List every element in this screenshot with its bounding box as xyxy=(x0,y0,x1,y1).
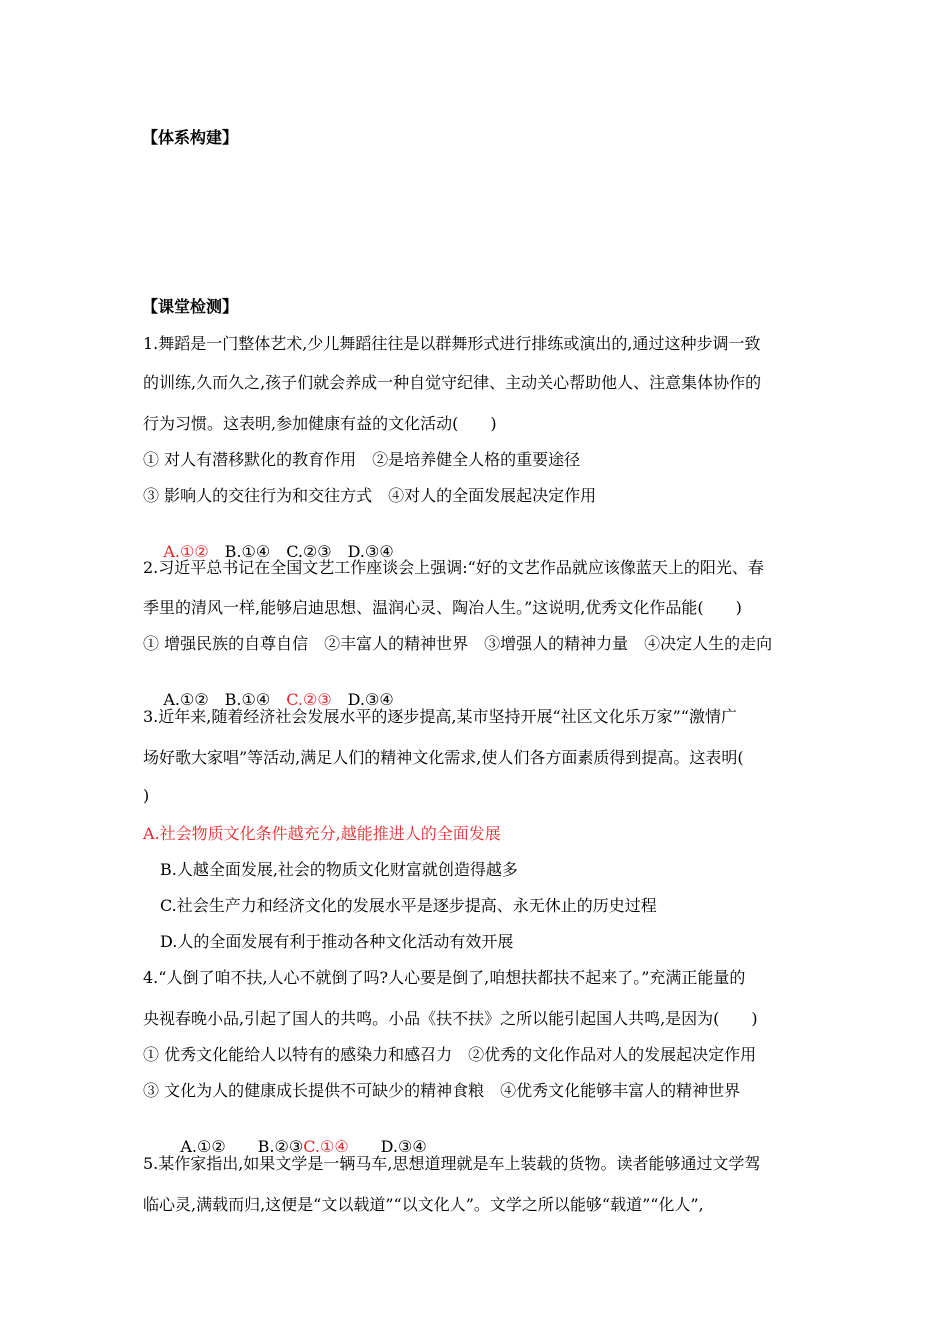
q1-line-3: 行为习惯。这表明,参加健康有益的文化活动( ) xyxy=(143,414,497,433)
q3-option-a-correct: A.社会物质文化条件越充分,越能推进人的全面发展 xyxy=(143,824,501,843)
q1-answer-line xyxy=(143,522,394,561)
q1-option-line-1: ① 对人有潜移默化的教育作用 ②是培养健全人格的重要途径 xyxy=(143,450,581,469)
section-title-check: 【课堂检测】 xyxy=(142,297,239,316)
q2-answers-ab: A.①② B.①④ xyxy=(163,690,287,709)
section-title-system: 【体系构建】 xyxy=(142,128,239,147)
q3-option-b: B.人越全面发展,社会的物质文化财富就创造得越多 xyxy=(160,860,518,879)
q4-option-line-1: ① 优秀文化能给人以特有的感染力和感召力 ②优秀的文化作品对人的发展起决定作用 xyxy=(143,1045,757,1064)
q1-correct-answer: A.①② xyxy=(163,542,209,561)
q1-line-2: 的训练,久而久之,孩子们就会养成一种自觉守纪律、主动关心帮助他人、注意集体协作的 xyxy=(143,373,762,392)
q4-answer-line xyxy=(160,1117,427,1156)
q2-answer-d: D.③④ xyxy=(331,690,394,709)
q1-line-1: 1.舞蹈是一门整体艺术,少儿舞蹈往往是以群舞形式进行排练或演出的,通过这种步调一致 xyxy=(143,334,761,353)
q4-answer-d: D.③④ xyxy=(348,1137,427,1156)
q4-option-line-2: ③ 文化为人的健康成长提供不可缺少的精神食粮 ④优秀文化能够丰富人的精神世界 xyxy=(143,1081,741,1100)
q3-line-3: ) xyxy=(143,786,150,805)
q2-line-1: 2.习近平总书记在全国文艺工作座谈会上强调:“好的文艺作品就应该像蓝天上的阳光、春 xyxy=(143,558,764,577)
q1-option-line-2: ③ 影响人的交往行为和交往方式 ④对人的全面发展起决定作用 xyxy=(143,486,597,505)
q4-line-1: 4.“人倒了咱不扶,人心不就倒了吗?人心要是倒了,咱想扶都扶不起来了。”充满正能量的 xyxy=(143,968,746,987)
q5-line-1: 5.某作家指出,如果文学是一辆马车,思想道理就是车上装载的货物。读者能够通过文学驾 xyxy=(143,1154,761,1173)
q2-line-2: 季里的清风一样,能够启迪思想、温润心灵、陶冶人生。”这说明,优秀文化作品能( ) xyxy=(143,598,742,617)
q2-correct-answer: C.②③ xyxy=(286,690,332,709)
q3-line-2: 场好歌大家唱”等活动,满足人们的精神文化需求,使人们各方面素质得到提高。这表明( xyxy=(143,748,744,767)
q4-correct-answer: C.①④ xyxy=(303,1137,349,1156)
q3-option-d: D.人的全面发展有利于推动各种文化活动有效开展 xyxy=(160,932,514,951)
q2-answer-line xyxy=(143,670,394,709)
q3-line-1: 3.近年来,随着经济社会发展水平的逐步提高,某市坚持开展“社区文化乐万家”“激情广 xyxy=(143,707,737,726)
q4-line-2: 央视春晚小品,引起了国人的共鸣。小品《扶不扶》之所以能引起国人共鸣,是因为( ) xyxy=(143,1009,758,1028)
q5-line-2: 临心灵,满载而归,这便是“文以载道”“以文化人”。文学之所以能够“载道”“化人”, xyxy=(143,1195,704,1214)
q3-option-c: C.社会生产力和经济文化的发展水平是逐步提高、永无休止的历史过程 xyxy=(160,896,657,915)
q2-option-line-1: ① 增强民族的自尊自信 ②丰富人的精神世界 ③增强人的精神力量 ④决定人生的走向 xyxy=(143,634,773,653)
q4-answers-ab: A.①② B.②③ xyxy=(180,1137,304,1156)
q1-other-answers: B.①④ C.②③ D.③④ xyxy=(208,542,394,561)
